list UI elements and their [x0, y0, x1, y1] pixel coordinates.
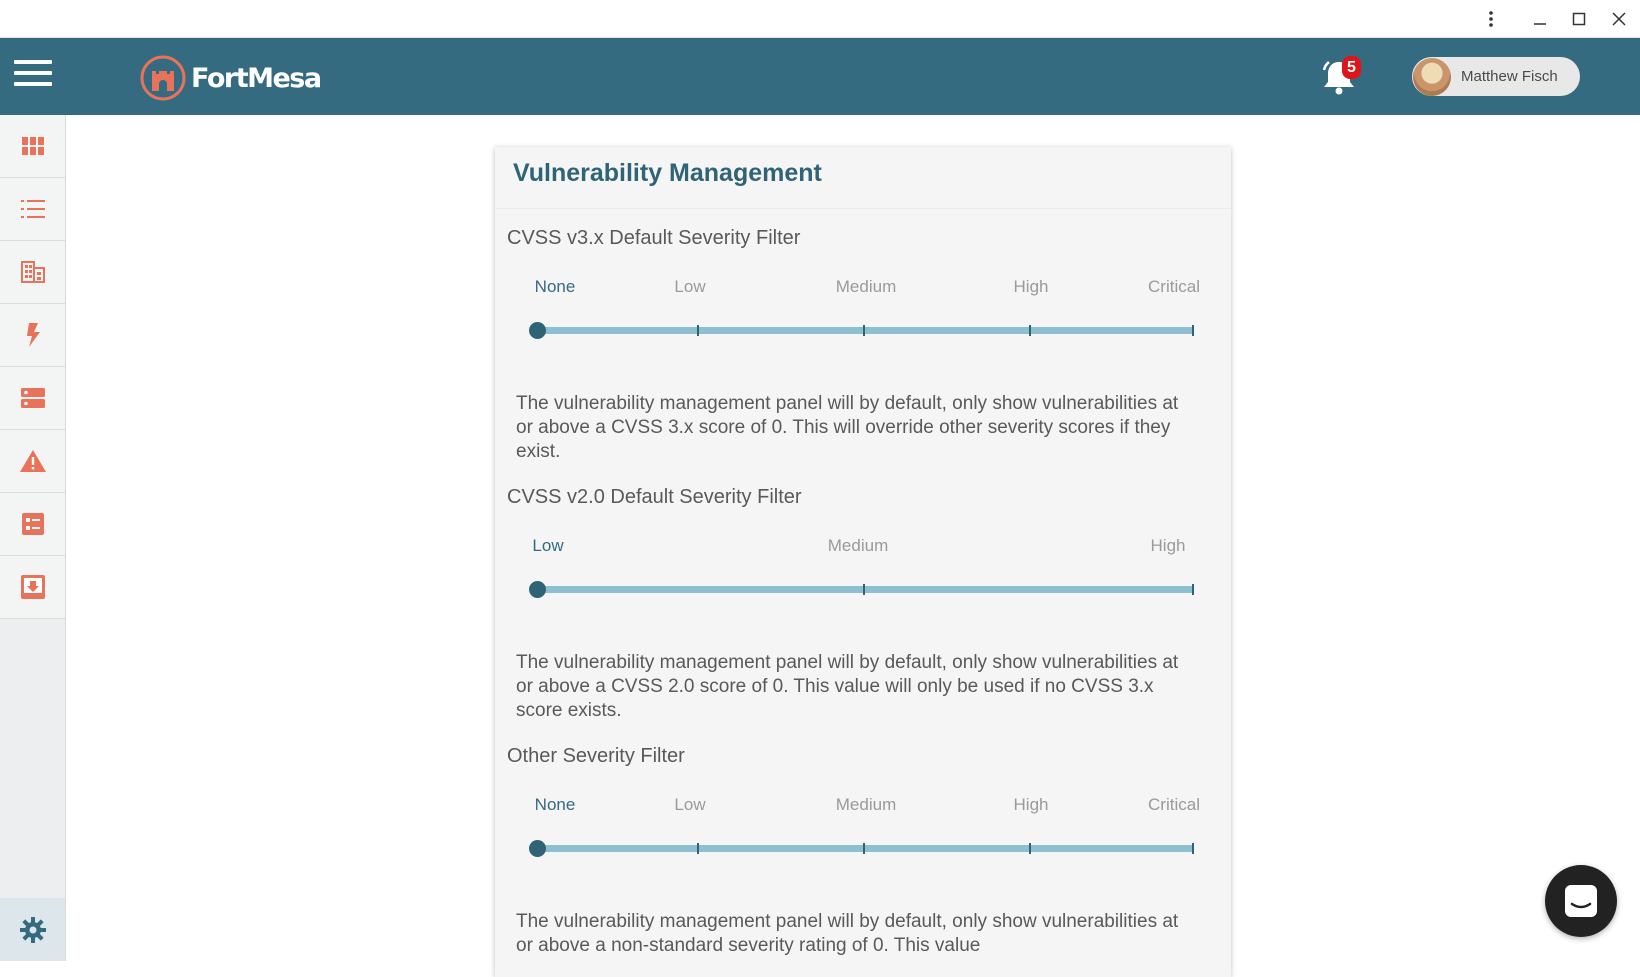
slider-tick — [1192, 584, 1194, 595]
warning-icon — [20, 450, 46, 472]
download-tray-icon — [21, 575, 45, 599]
slider-thumb[interactable] — [529, 581, 546, 598]
slider-label-medium[interactable]: Medium — [835, 277, 897, 296]
slider-label-high[interactable]: High — [1013, 277, 1049, 296]
maximize-icon[interactable] — [1566, 6, 1592, 32]
notification-badge: 5 — [1342, 56, 1361, 79]
slider-tick — [863, 325, 865, 336]
page-title: Vulnerability Management — [513, 159, 822, 187]
sidebar-item-dashboard[interactable] — [0, 115, 65, 178]
logo-text: FortMesa — [191, 62, 321, 94]
sidebar-item-alerts[interactable] — [0, 430, 65, 493]
vulnerability-management-card — [495, 147, 1231, 977]
logo[interactable] — [139, 53, 321, 103]
section-description-cvss2: The vulnerability management panel will by default, only show vulnerabilities at or above a CVSS 2.0 score of 0. This value will only be used if no CVSS 3.x score exists. — [516, 652, 1179, 721]
slider-tick — [697, 325, 699, 336]
sidebar-item-list[interactable] — [0, 178, 65, 241]
section-title-other: Other Severity Filter — [507, 745, 685, 767]
section-title-cvss2: CVSS v2.0 Default Severity Filter — [507, 486, 802, 508]
notifications-button[interactable] — [1320, 58, 1360, 98]
numbered-list-icon — [21, 199, 45, 219]
close-icon[interactable] — [1606, 6, 1632, 32]
building-icon — [21, 261, 45, 283]
lightning-icon — [26, 323, 40, 347]
slider-label-high[interactable]: High — [1150, 536, 1186, 555]
server-icon — [21, 388, 45, 408]
chat-icon — [1564, 884, 1598, 918]
slider-label-none[interactable]: None — [534, 795, 576, 814]
slider-label-low[interactable]: Low — [674, 277, 706, 296]
cvss2-severity-slider[interactable] — [537, 586, 1194, 593]
sidebar-item-reports[interactable] — [0, 556, 65, 619]
more-options-icon[interactable] — [1478, 6, 1504, 32]
sidebar-item-organizations[interactable] — [0, 241, 65, 304]
menu-icon[interactable] — [14, 60, 52, 90]
divider — [495, 208, 1231, 209]
gear-icon — [20, 917, 46, 943]
grid-icon — [22, 137, 44, 155]
slider-label-medium[interactable]: Medium — [835, 795, 897, 814]
chat-launcher-button[interactable] — [1545, 865, 1617, 937]
slider-label-critical[interactable]: Critical — [1148, 277, 1200, 296]
slider-thumb[interactable] — [529, 840, 546, 857]
sidebar-item-settings[interactable] — [0, 898, 65, 961]
checklist-icon — [22, 513, 44, 535]
castle-logo-icon — [139, 54, 187, 102]
slider-tick — [1192, 843, 1194, 854]
section-description-cvss3: The vulnerability management panel will by default, only show vulnerabilities at or above a CVSS 3.x score of 0. This will override other severity scores if they exist. — [516, 393, 1179, 462]
window-title-bar — [0, 0, 1640, 38]
other-severity-slider[interactable] — [537, 845, 1194, 852]
cvss3-severity-slider[interactable] — [537, 327, 1194, 334]
slider-label-medium[interactable]: Medium — [827, 536, 889, 555]
slider-label-low[interactable]: Low — [674, 795, 706, 814]
slider-thumb[interactable] — [529, 322, 546, 339]
slider-label-none[interactable]: None — [534, 277, 576, 296]
app-header — [0, 38, 1640, 115]
sidebar-item-events[interactable] — [0, 304, 65, 367]
user-menu[interactable] — [1412, 57, 1580, 96]
slider-tick — [1029, 843, 1031, 854]
section-description-other: The vulnerability management panel will by default, only show vulnerabilities at or above a non-standard severity rating of 0. This value — [516, 911, 1179, 956]
sidebar — [0, 115, 66, 961]
avatar — [1413, 58, 1451, 96]
minimize-icon[interactable] — [1527, 6, 1553, 32]
sidebar-item-servers[interactable] — [0, 367, 65, 430]
slider-label-low[interactable]: Low — [532, 536, 564, 555]
slider-tick — [1029, 325, 1031, 336]
sidebar-item-checklist[interactable] — [0, 493, 65, 556]
section-title-cvss3: CVSS v3.x Default Severity Filter — [507, 227, 801, 249]
slider-label-high[interactable]: High — [1013, 795, 1049, 814]
user-name: Matthew Fisch — [1461, 68, 1558, 85]
slider-tick — [863, 843, 865, 854]
slider-tick — [1192, 325, 1194, 336]
slider-label-critical[interactable]: Critical — [1148, 795, 1200, 814]
slider-tick — [863, 584, 865, 595]
slider-tick — [697, 843, 699, 854]
